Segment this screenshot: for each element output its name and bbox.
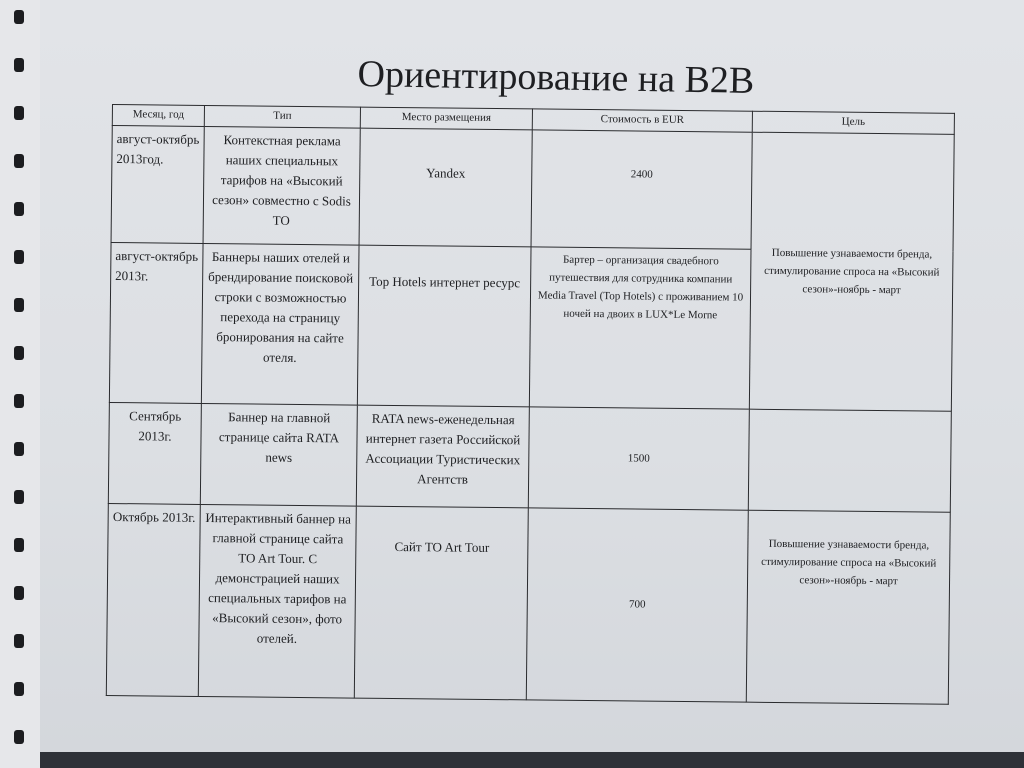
cell-goal: Повышение узнаваемости бренда, стимулирование спроса на «Высокий сезон»-ноябрь - март	[749, 132, 954, 411]
cell-place: Сайт TO Art Tour	[354, 506, 528, 700]
header-cost: Стоимость в EUR	[532, 109, 752, 132]
cell-type: Баннеры наших отелей и брендирование поисковой строки с возможностью перехода на страницу бронирования на сайте отеля.	[201, 244, 359, 405]
table-row	[108, 402, 951, 512]
binder-ring	[14, 202, 24, 216]
binder-ring	[14, 10, 24, 24]
cell-cost: 2400	[531, 130, 752, 250]
binder-ring	[14, 346, 24, 360]
binder-ring	[14, 250, 24, 264]
cell-type: Интерактивный баннер на главной странице сайта TO Art Tour. С демонстрацией наших специальных тарифов на «Высокий сезон», фото отелей.	[198, 504, 356, 698]
cell-place: Top Hotels интернет ресурс	[357, 245, 531, 406]
cell-type: Баннер на главной странице сайта RATA news	[200, 403, 357, 506]
cell-cost: 1500	[528, 407, 749, 510]
binder-ring	[14, 298, 24, 312]
cell-goal: Повышение узнаваемости бренда, стимулирование спроса на «Высокий сезон»-ноябрь - март	[746, 510, 950, 704]
cell-cost: Бартер – организация свадебного путешествия для сотрудника компании Media Travel (Top Hotels) с проживанием 10 ночей на двоих в LUX*Le Morne	[529, 247, 751, 409]
table-surface	[40, 752, 1024, 768]
binder-spine	[0, 0, 40, 768]
cell-month: Сентябрь 2013г.	[108, 402, 201, 504]
binder-ring	[14, 490, 24, 504]
cell-place: RATA news-еженедельная интернет газета Российской Ассоциации Туристических Агентств	[356, 405, 529, 508]
header-month: Месяц, год	[112, 105, 204, 127]
binder-ring	[14, 634, 24, 648]
binder-ring	[14, 106, 24, 120]
page-title: Ориентирование на B2B	[357, 52, 755, 102]
binder-ring	[14, 394, 24, 408]
cell-month: август-октябрь 2013г.	[109, 243, 203, 404]
table-row	[106, 503, 950, 704]
header-place: Место размещения	[360, 107, 532, 130]
cell-type: Контекстная реклама наших специальных тарифов на «Высокий сезон» совместно с Sodis TO	[203, 126, 360, 245]
binder-ring	[14, 730, 24, 744]
binder-ring	[14, 58, 24, 72]
binder-ring	[14, 442, 24, 456]
cell-month: Октябрь 2013г.	[106, 503, 200, 696]
cell-month: август-октябрь 2013год.	[111, 126, 204, 244]
binder-ring	[14, 538, 24, 552]
binder-ring	[14, 154, 24, 168]
cell-place: Yandex	[359, 128, 532, 247]
binder-ring	[14, 586, 24, 600]
cell-cost: 700	[526, 508, 748, 702]
binder-ring	[14, 682, 24, 696]
advertising-table-wrapper	[106, 104, 954, 705]
table-row	[111, 126, 954, 252]
header-goal: Цель	[752, 111, 954, 134]
cell-goal	[748, 409, 951, 512]
advertising-table	[106, 104, 955, 705]
header-type: Тип	[204, 105, 360, 128]
